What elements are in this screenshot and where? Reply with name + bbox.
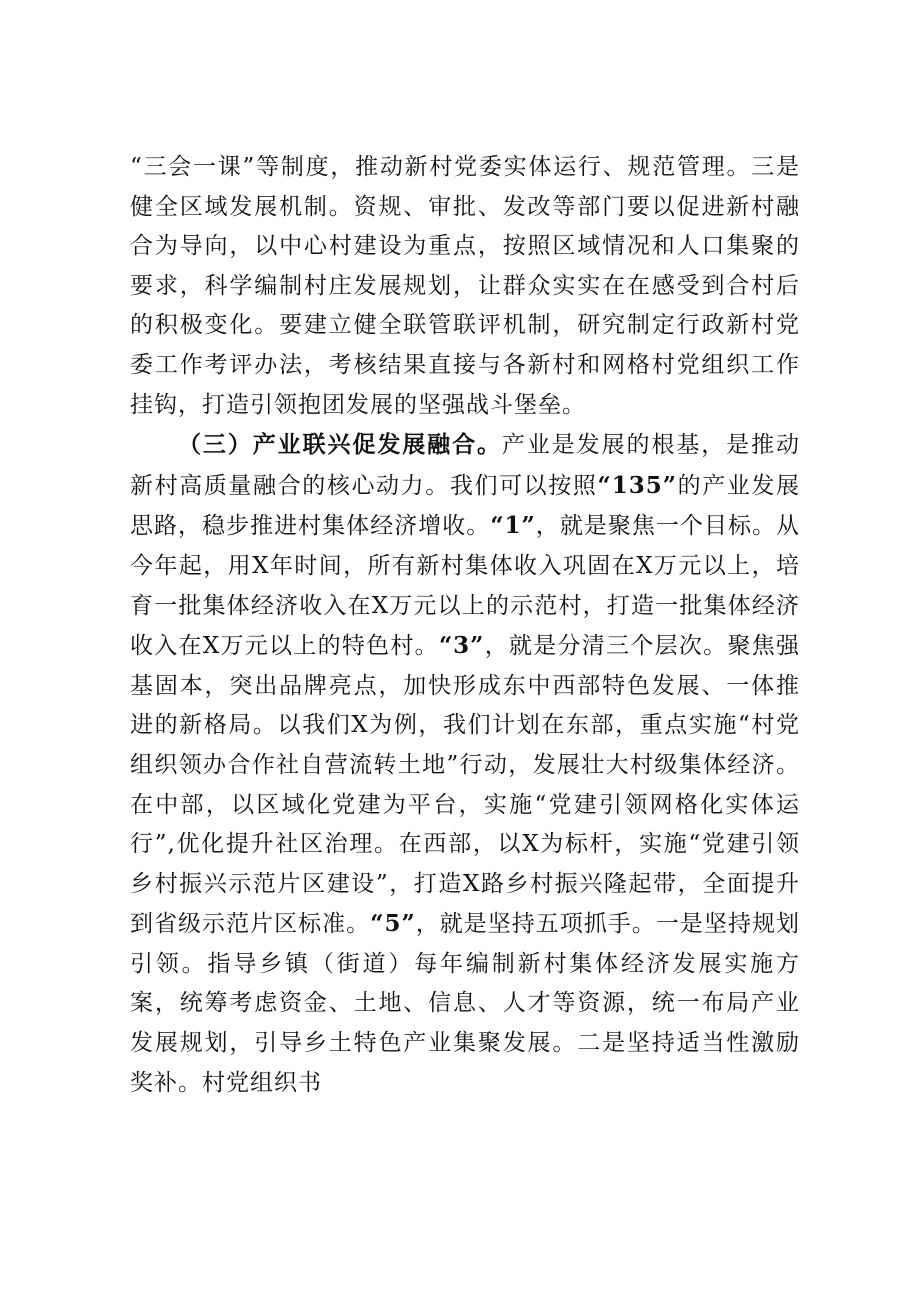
term-135: “135” [597, 471, 677, 499]
paragraph-2 [130, 425, 800, 1103]
paragraph-2-seg-3: ，就是聚焦一个目标。从今年起，用X年时间，所有新村集体收入巩固在X万元以上，培育一批集体经济收入在X万元以上的示范村，打造一批集体经济收入在X万元以上的特色村。 [130, 513, 801, 660]
paragraph-2-seg-5: ，就是坚持五项抓手。一是坚持规划引领。指导乡镇（街道）每年编制新村集体经济发展实施方案，统筹考虑资金、土地、信息、人才等资源，统一布局产业发展规划，引导乡土特色产业集聚发展。二是坚持适当性激励奖补。村党组织书 [130, 911, 801, 1096]
document-page [130, 148, 800, 1103]
paragraph-2-seg-2: 的产业发展思路，稳步推进村集体经济增收。 [130, 472, 801, 540]
term-5: “5” [370, 910, 416, 938]
term-3: “3” [438, 632, 485, 660]
section-heading: （三）产业联兴促发展融合。 [178, 431, 502, 459]
paragraph-2-seg-1: 产业是发展的根基，是推动新村高质量融合的核心动力。我们可以按照 [130, 432, 801, 499]
paragraph-1 [130, 148, 800, 425]
term-1: “1” [490, 512, 536, 540]
paragraph-2-seg-4: ，就是分清三个层次。聚焦强基固本，突出品牌亮点，加快形成东中西部特色发展、一体推进的新格局。以我们X为例，我们计划在东部，重点实施“村党组织领办合作社自营流转土地”行动，发展壮大村级集体经济。在中部，以区域化党建为平台，实施“党建引领网格化实体运行”,优化提升社区治理。在西部，以X为标杆，实施“党建引领乡村振兴示范片区建设”，打造X路乡村振兴隆起带，全面提升到省级示范片区标准。 [130, 633, 801, 938]
paragraph-1-text: “三会一课”等制度，推动新村党委实体运行、规范管理。三是健全区域发展机制。资规、审批、发改等部门要以促进新村融合为导向，以中心村建设为重点，按照区域情况和人口集聚的要求，科学编制村庄发展规划，让群众实实在在感受到合村后的积极变化。要建立健全联管联评机制，研究制定行政新村党委工作考评办法，考核结果直接与各新村和网格村党组织工作挂钩，打造引领抱团发展的坚强战斗堡垒。 [130, 154, 800, 418]
